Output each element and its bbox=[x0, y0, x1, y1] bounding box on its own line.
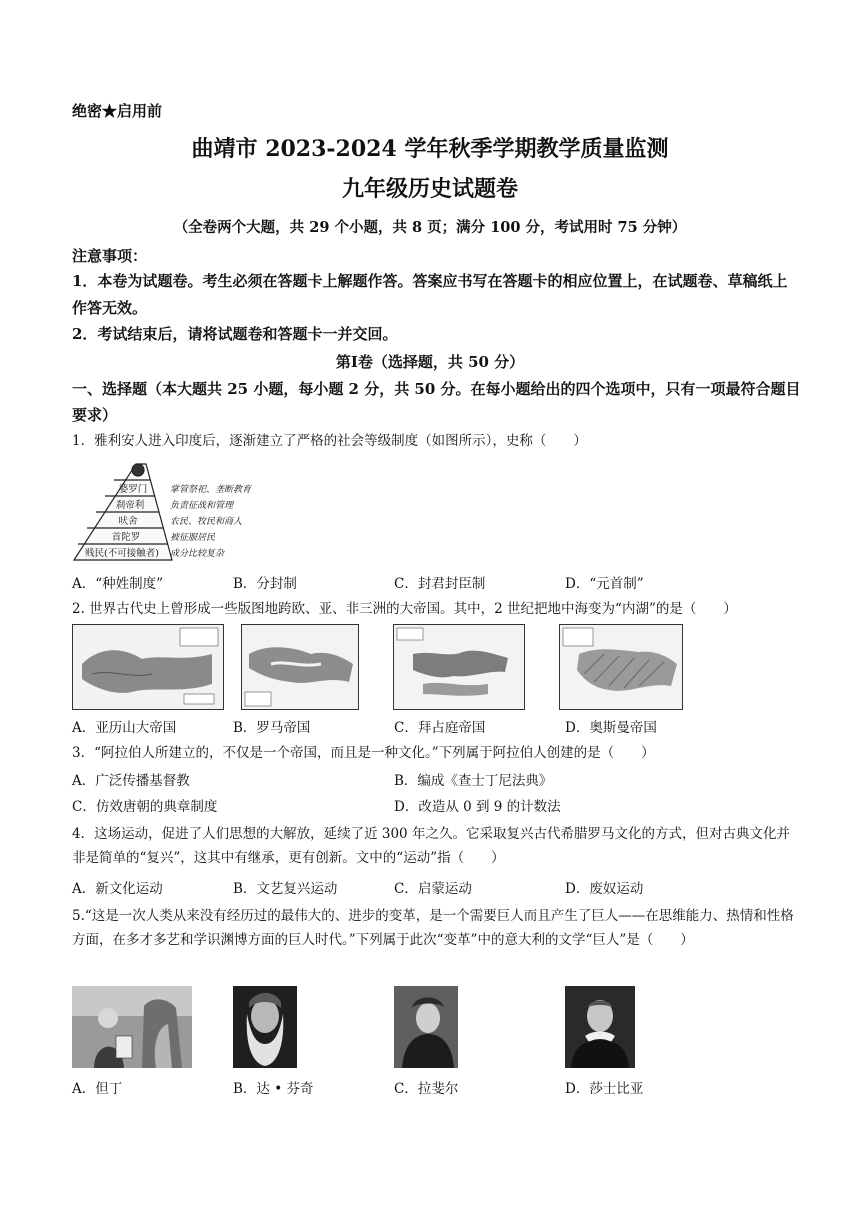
notice-item-1: 1．本卷为试题卷。考生必须在答题卡上解题作答。答案应书写在答题卡的相应位置上，在试题卷、草稿纸上作答无效。 bbox=[72, 272, 788, 317]
q4-option-c[interactable]: C．启蒙运动 bbox=[394, 881, 472, 897]
pyramid-note-3: 农民、牧民和商人 bbox=[170, 517, 243, 527]
caste-pyramid-diagram bbox=[72, 456, 282, 566]
confidential-label: 绝密★启用前 bbox=[72, 102, 163, 120]
section-heading: 一、选择题（本大题共 25 小题，每小题 2 分，共 50 分。在每小题给出的四个选项中，只有一项最符合题目要求） bbox=[72, 380, 801, 424]
notice-item-2: 2．考试结束后，请将试题卷和答题卡一并交回。 bbox=[72, 325, 398, 343]
notice-heading: 注意事项： bbox=[72, 247, 148, 265]
q2-option-c[interactable]: C．拜占庭帝国 bbox=[394, 720, 486, 736]
map-ottoman-empire bbox=[559, 624, 683, 710]
pyramid-level-4: 首陀罗 bbox=[111, 532, 141, 543]
pyramid-level-3: 吠舍 bbox=[118, 516, 138, 527]
exam-title: 曲靖市 2023-2024 学年秋季学期教学质量监测 bbox=[191, 136, 669, 162]
pyramid-level-2: 刹帝利 bbox=[115, 500, 145, 511]
part-heading: 第Ⅰ卷（选择题，共 50 分） bbox=[335, 353, 525, 371]
question-4-stem: 4．这场运动，促进了人们思想的大解放，延续了近 300 年之久。它采取复兴古代希腊罗马文化的方式，但对古典文化并非是简单的“复兴”，这其中有继承，更有创新。文中的“运动”指（ ） bbox=[72, 826, 790, 866]
pyramid-note-2: 负责征战和管理 bbox=[170, 501, 234, 511]
q3-option-d[interactable]: D．改造从 0 到 9 的计数法 bbox=[394, 799, 561, 815]
portrait-dante bbox=[72, 986, 192, 1068]
q4-option-b[interactable]: B．文艺复兴运动 bbox=[233, 881, 338, 897]
q4-option-d[interactable]: D．废奴运动 bbox=[565, 881, 644, 897]
q4-option-a[interactable]: A．新文化运动 bbox=[72, 881, 163, 897]
map-alexander-empire bbox=[72, 624, 224, 710]
q5-option-c[interactable]: C．拉斐尔 bbox=[394, 1081, 459, 1097]
portrait-raphael bbox=[394, 986, 458, 1068]
q5-option-a[interactable]: A．但丁 bbox=[72, 1081, 123, 1097]
pyramid-note-1: 掌管祭祀、垄断教育 bbox=[170, 485, 252, 495]
q1-option-d[interactable]: D．“元首制” bbox=[565, 576, 644, 592]
q3-option-b[interactable]: B．编成《查士丁尼法典》 bbox=[394, 773, 553, 789]
pyramid-note-4: 被征服居民 bbox=[170, 533, 216, 543]
q3-option-c[interactable]: C．仿效唐朝的典章制度 bbox=[72, 799, 218, 815]
q3-option-a[interactable]: A．广泛传播基督教 bbox=[72, 773, 190, 789]
q5-option-d[interactable]: D．莎士比亚 bbox=[565, 1081, 644, 1097]
question-3-stem: 3．“阿拉伯人所建立的，不仅是一个帝国，而且是一种文化。”下列属于阿拉伯人创建的是（ ） bbox=[72, 745, 655, 761]
q2-option-a[interactable]: A．亚历山大帝国 bbox=[72, 720, 177, 736]
portrait-shakespeare bbox=[565, 986, 635, 1068]
question-1-stem: 1．雅利安人进入印度后，逐渐建立了严格的社会等级制度（如图所示），史称（ ） bbox=[72, 433, 587, 449]
q2-option-b[interactable]: B．罗马帝国 bbox=[233, 720, 311, 736]
q2-option-d[interactable]: D．奥斯曼帝国 bbox=[565, 720, 657, 736]
pyramid-note-5: 成分比较复杂 bbox=[170, 549, 225, 559]
map-roman-empire bbox=[241, 624, 359, 710]
question-5-stem: 5.“这是一次人类从来没有经历过的最伟大的、进步的变革，是一个需要巨人而且产生了巨人——在思维能力、热情和性格方面，在多才多艺和学识渊博方面的巨人时代。”下列属于此次“变革”中的意大利的文学“巨人”是（ ） bbox=[72, 908, 794, 948]
q1-option-c[interactable]: C．封君封臣制 bbox=[394, 576, 486, 592]
map-byzantine-empire bbox=[393, 624, 525, 710]
exam-info: （全卷两个大题，共 29 个小题，共 8 页；满分 100 分，考试用时 75 分钟） bbox=[173, 219, 687, 236]
exam-subject-title: 九年级历史试题卷 bbox=[341, 176, 518, 202]
question-2-stem: 2. 世界古代史上曾形成一些版图地跨欧、亚、非三洲的大帝国。其中，2 世纪把地中海变为“内湖”的是（ ） bbox=[72, 601, 737, 617]
q1-option-a[interactable]: A．“种姓制度” bbox=[72, 576, 164, 592]
q5-option-b[interactable]: B．达 • 芬奇 bbox=[233, 1081, 314, 1097]
pyramid-level-1: 婆罗门 bbox=[118, 484, 148, 495]
pyramid-level-5: 贱民(不可接触者) bbox=[85, 548, 159, 559]
q1-option-b[interactable]: B．分封制 bbox=[233, 576, 297, 592]
portrait-da-vinci bbox=[233, 986, 297, 1068]
